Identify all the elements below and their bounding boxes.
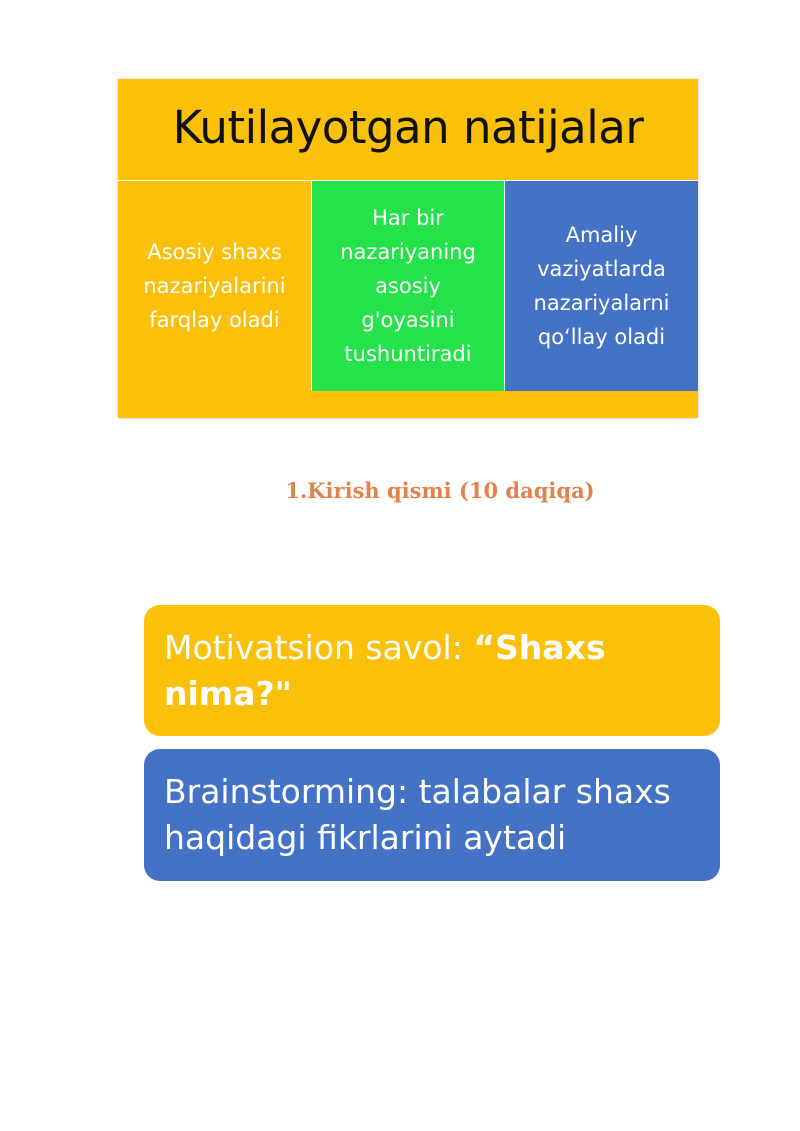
motivation-prefix: Motivatsion savol:	[164, 627, 474, 667]
diagram-title: Kutilayotgan natijalar	[172, 101, 644, 154]
brainstorming-card	[144, 749, 720, 881]
outcome-box-line: Har bir	[372, 206, 444, 230]
outcome-box-line: nazariyaning	[340, 240, 476, 264]
outcome-box-distinguish-theories	[118, 180, 312, 391]
motivation-question-card	[144, 605, 720, 736]
outcome-box-line: farqlay oladi	[149, 308, 280, 332]
outcome-box-apply-theories	[505, 180, 698, 391]
outcome-box-line: g'oyasini	[361, 308, 455, 332]
outcome-box-line: vaziyatlarda	[537, 257, 666, 281]
outcome-box-line: Asosiy shaxs	[147, 240, 282, 264]
section-heading: 1.Kirish qismi (10 daqiqa)	[285, 478, 595, 503]
outcome-box-line: nazariyalarni	[533, 291, 670, 315]
outcome-box-line: qo‘llay oladi	[537, 325, 666, 349]
outcome-box-explain-idea	[312, 180, 505, 391]
motivation-question: “Shaxs nima?"	[164, 627, 606, 713]
brainstorming-text: Brainstorming: talabalar shaxs haqidagi fikrlarini aytadi	[164, 772, 671, 857]
outcome-box-line: Amaliy	[565, 223, 638, 247]
expected-outcomes-diagram	[118, 79, 698, 418]
outcome-box-line: asosiy	[375, 274, 441, 298]
outcome-box-line: tushuntiradi	[344, 342, 472, 366]
outcome-box-line: nazariyalarini	[143, 274, 286, 298]
